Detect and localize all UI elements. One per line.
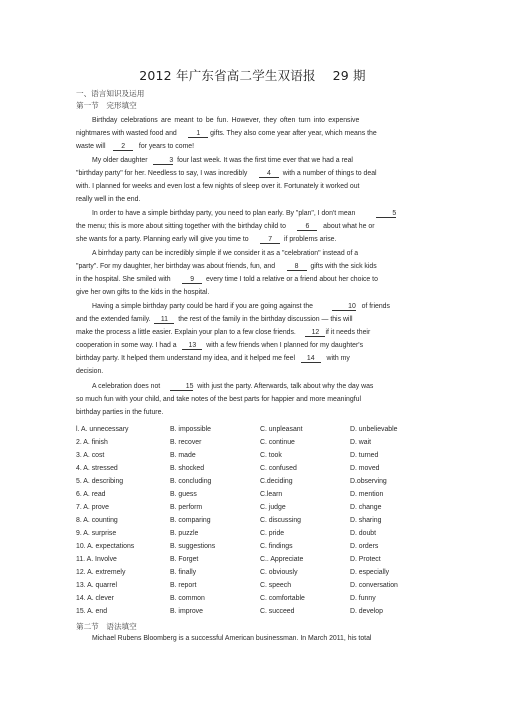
option-choice: B. suggestions [170,543,216,550]
option-choice: C. unpleasant [260,426,303,433]
option-choice: D. conversation [350,582,398,589]
option-choice: 14. A. clever [76,595,114,602]
option-choice: B. recover [170,439,202,446]
option-choice: D. funny [350,595,376,602]
option-choice: B. finally [170,569,197,576]
option-choice: D. turned [350,452,379,459]
option-choice: B. guess [170,491,197,498]
blank-4: 4 [259,170,279,178]
option-choice: B. report [170,582,197,589]
option-choice: B. perform [170,504,203,511]
blank-2: 2 [113,143,133,151]
option-choice: B. comparing [170,517,211,524]
option-choice: B. improve [170,608,203,615]
passage-line: so much fun with your child, and take notes of the best parts for happier and more meaningful [76,396,361,403]
blank-14: 14 [301,355,321,363]
passage-line: waste will 2 for years to come! [76,143,195,150]
passage-line: "birthday party" for her. Needless to say, I was incredibly 4 with a number of things to deal [76,170,377,177]
option-choice: D. orders [350,543,379,550]
option-choice: 5. A. describing [76,478,124,485]
option-choice: D. wait [350,439,372,446]
option-choice: C. confused [260,465,297,472]
passage-line: birthday parties in the future. [76,409,164,416]
blank-8: 8 [287,263,307,271]
blank-1: 1 [188,130,208,138]
option-choice: 10. A. expectations [76,543,135,550]
blank-5: 5 [376,210,396,218]
option-choice: C. obviously [260,569,298,576]
blank-7: 7 [260,236,280,244]
passage-line: Having a simple birthday party could be hard if you are going against the 10 of friends [92,303,390,310]
option-choice: 9. A. surprise [76,530,117,537]
passage-line: My older daughter 3 four last week. It was the first time ever that we had a real [92,157,353,164]
option-choice: D. develop [350,608,383,615]
option-choice: C. judge [260,504,286,511]
passage-line: Michael Rubens Bloomberg is a successful American businessman. In March 2011, his total [92,635,372,642]
blank-12: 12 [305,329,325,337]
blank-11: 11 [154,316,174,324]
option-choice: 7. A. prove [76,504,109,511]
option-choice: D. sharing [350,517,382,524]
section-heading-cloze: 第一节 完形填空 [76,101,137,110]
option-choice: D. unbelievable [350,426,398,433]
passage-line: A birrhday party can be incredibly simple if we consider it as a "celebration" instead of a [92,250,359,257]
option-choice: C. continue [260,439,295,446]
option-choice: D.observing [350,478,387,485]
blank-10: 10 [332,303,356,311]
option-choice: D. mention [350,491,384,498]
option-choice: 6. A. read [76,491,106,498]
passage-line: cooperation in some way. I had a 13 with a few friends when I planned for my daughter's [76,342,364,349]
section-heading-grammar: 第二节 语法填空 [76,622,137,631]
option-choice: B. impossible [170,426,211,433]
passage-line: with. I planned for weeks and even lost a few nights of sleep over it. Fortunately it worked out [76,183,360,190]
option-choice: C. comfortable [260,595,305,602]
document-title: 2012 年广东省高二学生双语报 29 期 [139,68,366,83]
passage-line: give her own gifts to the kids in the hospital. [76,289,210,296]
passage-line: in the hospital. She smiled with 9 every time I told a relative or a friend about her choice to [76,276,378,283]
option-choice: C. succeed [260,608,295,615]
option-choice: C. pride [260,530,285,537]
option-choice: D. doubt [350,530,377,537]
option-choice: B. Forget [170,556,199,563]
part-heading: 一、语言知识及运用 [76,89,145,98]
option-choice: C. discussing [260,517,301,524]
passage-line: she wants for a party. Planning early will give you time to 7 if problems arise. [76,236,337,243]
option-choice: C.learn [260,491,283,498]
option-choice: C. findings [260,543,293,550]
option-choice: C. took [260,452,282,459]
passage-line: "party". For my daughter, her birthday was about friends, fun, and 8 gifts with the sick kids [76,263,377,270]
passage-line: really well in the end. [76,196,141,203]
option-choice: D. especially [350,569,390,576]
blank-13: 13 [182,342,202,350]
option-choice: C. speech [260,582,292,589]
passage-line: make the process a little easier. Explain your plan to a few close friends. 12 if it needs their [76,329,371,336]
blank-15: 15 [170,383,194,391]
option-choice: 13. A. quarrel [76,582,117,589]
option-choice: B. puzzle [170,530,199,537]
option-choice: B. made [170,452,196,459]
passage-line: the menu; this is more about sitting together with the birthday child to 6 about what he or [76,223,375,230]
option-choice: B. shocked [170,465,205,472]
option-choice: 3. A. cost [76,452,105,459]
option-choice: C.. Appreciate [260,556,304,563]
option-choice: 8. A. counting [76,517,118,524]
option-choice: D. Protect [350,556,381,563]
passage-line: In order to have a simple birthday party, you need to plan early. By "plan", I don't mean 5 [92,210,397,217]
option-choice: B. common [170,595,205,602]
option-choice: 12. A. extremely [76,569,126,576]
passage-line: birthday party. It helped them understand my idea, and it helped me feel 14 with my [76,355,350,362]
blank-9: 9 [182,276,202,284]
option-choice: l. A. unnecessary [76,426,129,433]
blank-3: 3 [153,157,173,165]
passage-line: and the extended family. 11 the rest of the family in the birthday discussion — this will [76,316,353,323]
option-choice: 15. A. end [76,608,108,615]
passage-line: A celebration does not 15 with just the party. Afterwards, talk about why the day was [92,383,374,390]
option-choice: 4. A. stressed [76,465,118,472]
option-choice: 2. A. finish [76,439,108,446]
passage-line: nightmares with wasted food and 1 gifts. They also come year after year, which means the [76,130,377,137]
passage-line: decision. [76,368,104,375]
passage-line: Birthday celebrations are meant to be fun. However, they often turn into expensive [92,117,360,124]
option-choice: B. concluding [170,478,212,485]
option-choice: D. change [350,504,382,511]
blank-6: 6 [297,223,317,231]
option-choice: D. moved [350,465,380,472]
option-choice: C.deciding [260,478,293,485]
option-choice: 11. A. Involve [76,556,117,563]
